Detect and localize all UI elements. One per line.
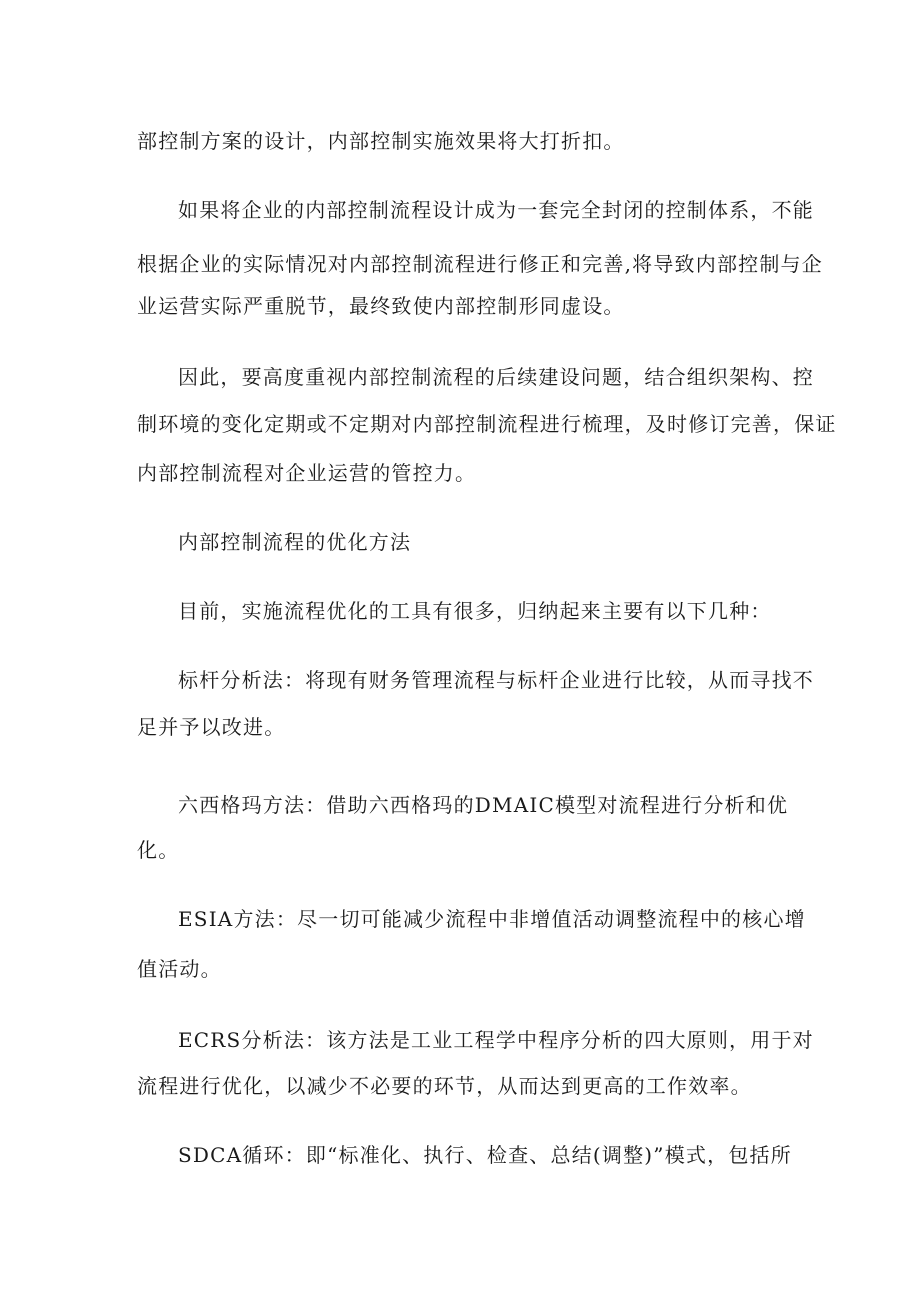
paragraph-9-line-1: ECRS分析法：该方法是工业工程学中程序分析的四大原则，用于对 bbox=[178, 1028, 814, 1052]
paragraph-5-line-1: 目前，实施流程优化的工具有很多，归纳起来主要有以下几种： bbox=[178, 599, 772, 623]
paragraph-7-line-2: 化。 bbox=[137, 838, 180, 862]
paragraph-3-line-1: 因此，要高度重视内部控制流程的后续建设问题，结合组织架构、控 bbox=[178, 365, 814, 389]
paragraph-10-line-1: SDCA循环：即“标准化、执行、检查、总结(调整)”模式，包括所 bbox=[178, 1143, 792, 1167]
paragraph-2-line-2: 根据企业的实际情况对内部控制流程进行修正和完善,将导致内部控制与企 bbox=[137, 252, 823, 276]
paragraph-3-line-2: 制环境的变化定期或不定期对内部控制流程进行梳理，及时修订完善，保证 bbox=[137, 412, 837, 436]
paragraph-2-line-3: 业运营实际严重脱节，最终致使内部控制形同虚设。 bbox=[137, 294, 625, 318]
paragraph-6-line-2: 足并予以改进。 bbox=[137, 715, 286, 739]
paragraph-6-line-1: 标杆分析法：将现有财务管理流程与标杆企业进行比较，从而寻找不 bbox=[178, 668, 814, 692]
section-heading: 内部控制流程的优化方法 bbox=[178, 530, 412, 554]
paragraph-3-line-3: 内部控制流程对企业运营的管控力。 bbox=[137, 461, 477, 485]
paragraph-1-line-1: 部控制方案的设计，内部控制实施效果将大打折扣。 bbox=[137, 129, 625, 153]
paragraph-2-line-1: 如果将企业的内部控制流程设计成为一套完全封闭的控制体系，不能 bbox=[178, 198, 814, 222]
paragraph-8-line-2: 值活动。 bbox=[137, 957, 222, 981]
paragraph-9-line-2: 流程进行优化，以减少不必要的环节，从而达到更高的工作效率。 bbox=[137, 1074, 752, 1098]
paragraph-8-line-1: ESIA方法：尽一切可能减少流程中非增值活动调整流程中的核心增 bbox=[178, 907, 806, 931]
paragraph-7-line-1: 六西格玛方法：借助六西格玛的DMAIC模型对流程进行分析和优 bbox=[178, 793, 789, 817]
